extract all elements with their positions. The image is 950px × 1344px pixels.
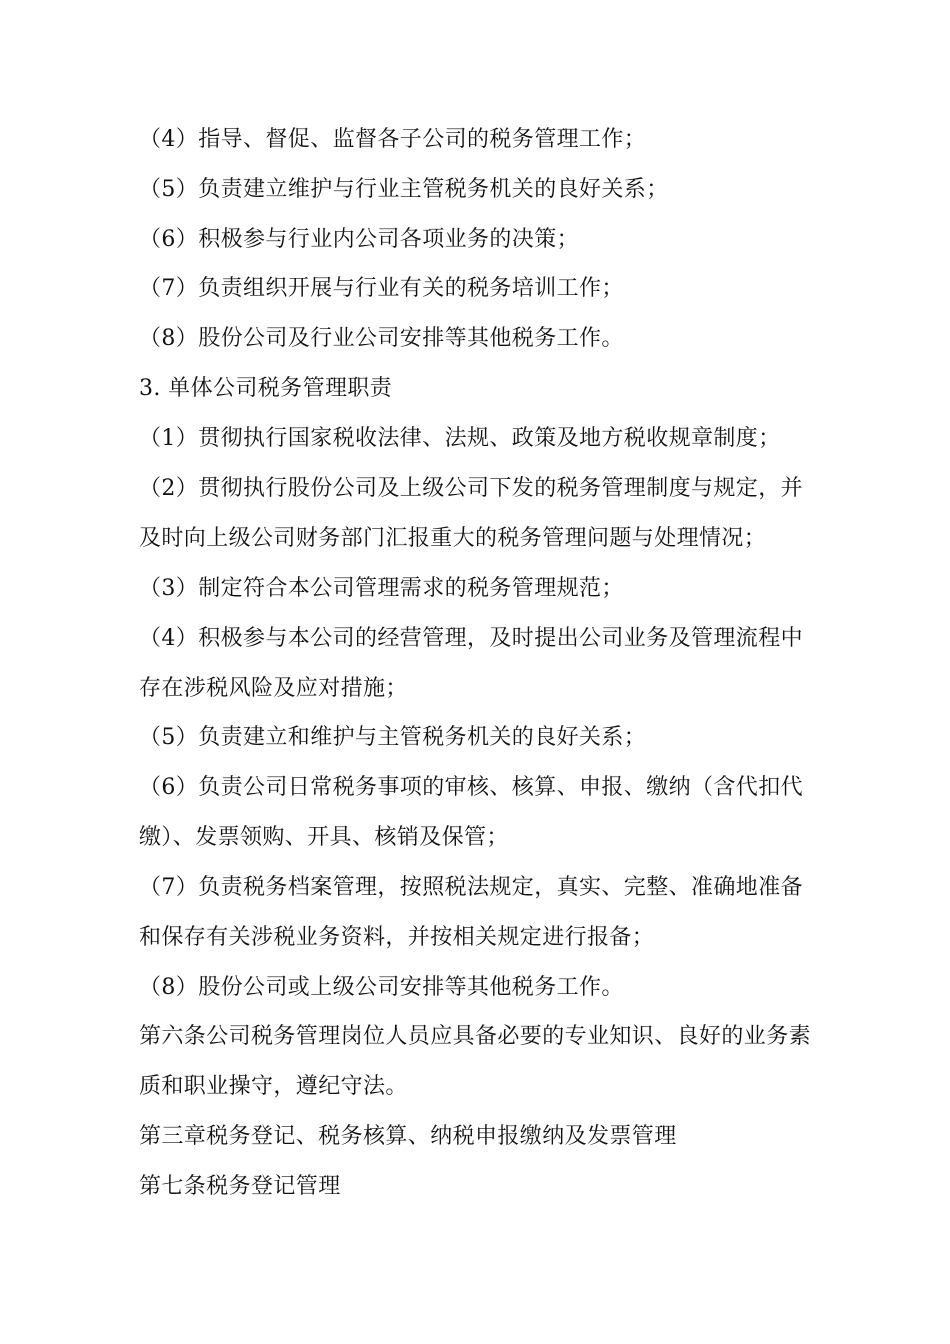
text-line: （4）指导、督促、监督各子公司的税务管理工作； xyxy=(139,127,647,152)
text-line: 存在涉税风险及应对措施； xyxy=(139,676,408,701)
text-line: （8）股份公司或上级公司安排等其他税务工作。 xyxy=(139,975,624,1000)
text-line: （5）负责建立和维护与主管税务机关的良好关系； xyxy=(139,725,647,750)
article-line: 第六条公司税务管理岗位人员应具备必要的专业知识、良好的业务素 xyxy=(139,1024,812,1049)
text-line: （7）负责组织开展与行业有关的税务培训工作； xyxy=(139,276,624,301)
text-line: （6）负责公司日常税务事项的审核、核算、申报、缴纳（含代扣代 xyxy=(139,775,803,800)
article-heading: 第七条税务登记管理 xyxy=(139,1174,341,1199)
text-line: （3）制定符合本公司管理需求的税务管理规范； xyxy=(139,576,624,601)
article-line: 质和职业操守，遵纪守法。 xyxy=(139,1074,408,1099)
text-line: 和保存有关涉税业务资料，并按相关规定进行报备； xyxy=(139,925,655,950)
text-line: （7）负责税务档案管理，按照税法规定，真实、完整、准确地准备 xyxy=(139,875,803,900)
text-line: （8）股份公司及行业公司安排等其他税务工作。 xyxy=(139,326,624,351)
text-line: （1）贯彻执行国家税收法律、法规、政策及地方税收规章制度； xyxy=(139,426,781,451)
section-heading: 3. 单体公司税务管理职责 xyxy=(139,376,393,401)
chapter-heading: 第三章税务登记、税务核算、纳税申报缴纳及发票管理 xyxy=(139,1124,677,1149)
text-line: 及时向上级公司财务部门汇报重大的税务管理问题与处理情况； xyxy=(139,526,767,551)
text-line: （5）负责建立维护与行业主管税务机关的良好关系； xyxy=(139,177,669,202)
text-line: 缴）、发票领购、开具、核销及保管； xyxy=(139,825,509,850)
text-line: （6）积极参与行业内公司各项业务的决策； xyxy=(139,227,579,252)
text-line: （2）贯彻执行股份公司及上级公司下发的税务管理制度与规定，并 xyxy=(139,476,803,501)
text-line: （4）积极参与本公司的经营管理，及时提出公司业务及管理流程中 xyxy=(139,626,803,651)
